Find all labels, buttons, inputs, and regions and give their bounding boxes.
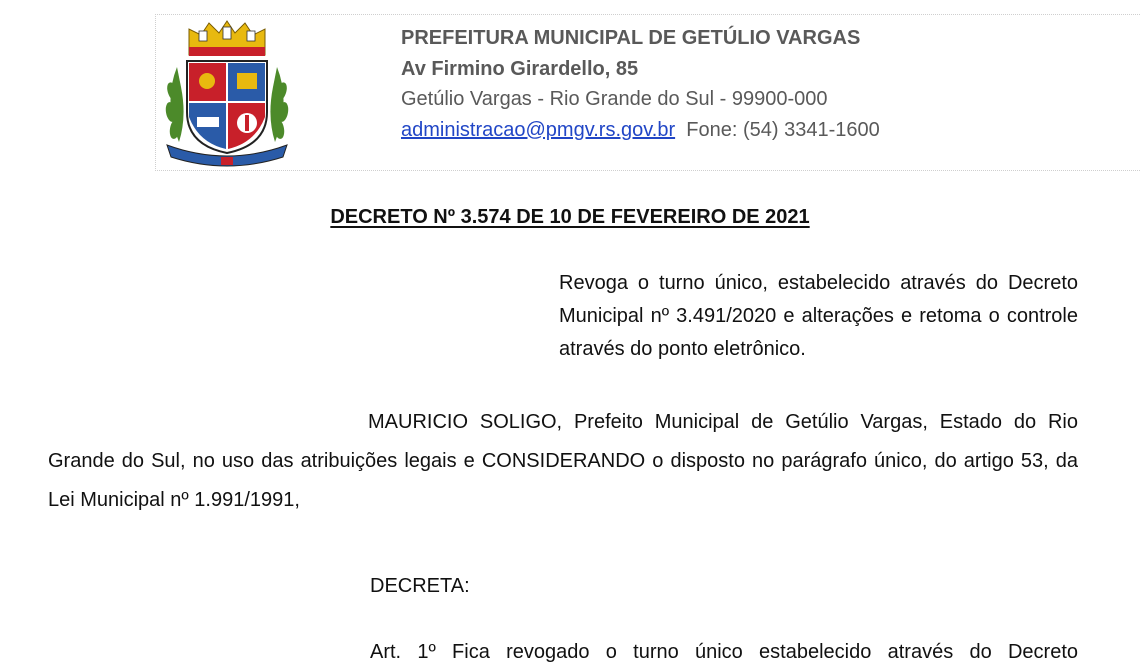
org-city-line: Getúlio Vargas - Rio Grande do Sul - 99900-000 — [401, 88, 828, 110]
organization-info — [401, 23, 880, 145]
org-contact — [401, 115, 880, 146]
coat-of-arms-icon — [159, 17, 295, 167]
article-1: Art. 1º Fica revogado o turno único estabelecido através do Decreto — [370, 641, 1078, 663]
decree-summary: Revoga o turno único, estabelecido através do Decreto Municipal nº 3.491/2020 e alterações e retoma o controle através do ponto eletrônico. — [559, 272, 1078, 360]
phone-label: Fone: — [686, 118, 738, 141]
decree-title: DECRETO Nº 3.574 DE 10 DE FEVEREIRO DE 2021 — [330, 206, 810, 228]
org-name: PREFEITURA MUNICIPAL DE GETÚLIO VARGAS — [401, 27, 861, 49]
letterhead — [155, 14, 1140, 171]
preamble-paragraph: MAURICIO SOLIGO, Prefeito Municipal de Getúlio Vargas, Estado do Rio Grande do Sul, no uso das atribuições legais e CONSIDERANDO o disposto no parágrafo único, do artigo 53, da Lei Municipal nº 1.991/1991, — [48, 411, 1078, 511]
phone-number: (54) 3341-1600 — [742, 118, 880, 141]
org-address: Av Firmino Girardello, 85 — [401, 57, 639, 80]
decreta-heading: DECRETA: — [370, 575, 470, 597]
email-link[interactable]: administracao@pmgv.rs.gov.br — [401, 118, 676, 141]
